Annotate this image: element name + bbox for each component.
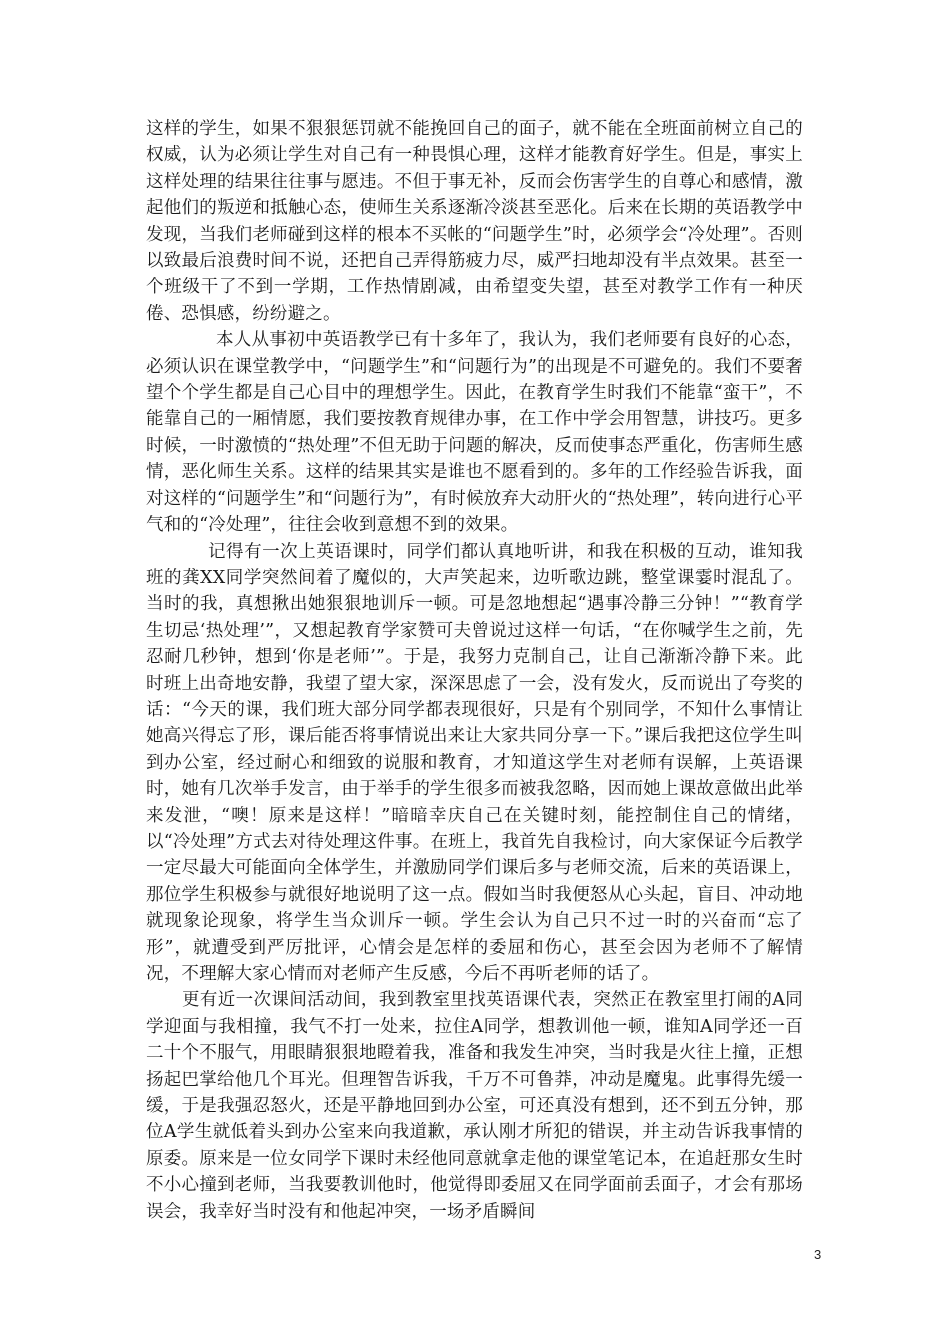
paragraph-3: 记得有一次上英语课时，同学们都认真地听讲，和我在积极的互动，谁知我班的龚XX同学突然间着了魔似的，大声笑起来，边听歌边跳，整堂课霎时混乱了。当时的我，真想揪出她狠狠地训斥一顿。可是忽地想起“遇事冷静三分钟！”“教育学生切忌‘热处理’”，又想起教育学家赞可夫曾说过这样一句话，“在你喊学生之前，先忍耐几秒钟，想到‘你是老师’”。于是，我努力克制自己，让自己渐渐冷静下来。此时班上出奇地安静，我望了望大家，深深思虑了一会，没有发火，反而说出了夸奖的话：“今天的课，我们班大部分同学都表现很好，只是有个别同学，不知什么事情让她高兴得忘了形，课后能否将事情说出来让大家共同分享一下。”课后我把这位学生叫到办公室，经过耐心和细致的说服和教育，才知道这学生对老师有误解，上英语课时，她有几次举手发言，由于举手的学生很多而被我忽略，因而她上课故意做出此举来发泄，“噢！原来是这样！”暗暗幸庆自己在关键时刻，能控制住自己的情绪，以“冷处理”方式去对待处理这件事。在班上，我首先自我检讨，向大家保证今后教学一定尽最大可能面向全体学生，并激励同学们课后多与老师交流，后来的英语课上，那位学生积极参与就很好地说明了这一点。假如当时我便怒从心头起，盲目、冲动地就现象论现象，将学生当众训斥一顿。学生会认为自己只不过一时的兴奋而“忘了形”，就遭受到严厉批评，心情会是怎样的委屈和伤心，甚至会因为老师不了解情况，不理解大家心情而对老师产生反感，今后不再听老师的话了。 <box>146 541 803 984</box>
paragraph-2: 本人从事初中英语教学已有十多年了，我认为，我们老师要有良好的心态，必须认识在课堂教学中，“问题学生”和“问题行为”的出现是不可避免的。我们不要奢望个个学生都是自己心目中的理想学生。因此，在教育学生时我们不能靠“蛮干”，不能靠自己的一厢情愿，我们要按教育规律办事，在工作中学会用智慧，讲技巧。更多时候，一时激愤的“热处理”不但无助于问题的解决，反而使事态严重化，伤害师生感情，恶化师生关系。这样的结果其实是谁也不愿看到的。多年的工作经验告诉我，面对这样的“问题学生”和“问题行为”，有时候放弃大动肝火的“热处理”，转向进行心平气和的“冷处理”，往往会收到意想不到的效果。 <box>146 330 803 536</box>
page-number: 3 <box>814 1247 822 1262</box>
paragraph-4: 更有近一次课间活动间，我到教室里找英语课代表，突然正在教室里打闹的A同学迎面与我相撞，我气不打一处来，拉住A同学，想教训他一顿，谁知A同学还一百二十个不服气，用眼睛狠狠地瞪着我，准备和我发生冲突，当时我是火往上撞，正想扬起巴掌给他几个耳光。但理智告诉我，千万不可鲁莽，冲动是魔鬼。此事得先缓一缓，于是我强忍怒火，还是平静地回到办公室，可还真没有想到，还不到五分钟，那位A学生就低着头到办公室来向我道歉，承认刚才所犯的错误，并主动告诉我事情的原委。原来是一位女同学下课时未经他同意就拿走他的课堂笔记本，在追赶那女生时不小心撞到老师，当我要教训他时，他觉得即委屈又在同学面前丢面子，才会有那场误会，我幸好当时没有和他起冲突，一场矛盾瞬间 <box>146 990 803 1222</box>
paragraph-1: 这样的学生，如果不狠狠惩罚就不能挽回自己的面子，就不能在全班面前树立自己的权威，认为必须让学生对自己有一种畏惧心理，这样才能教育好学生。但是，事实上这样处理的结果往往事与愿违。不但于事无补，反而会伤害学生的自尊心和感情，激起他们的叛逆和抵触心态，使师生关系逐渐冷淡甚至恶化。后来在长期的英语教学中发现，当我们老师碰到这样的根本不买帐的“问题学生”时，必须学会“冷处理”。否则以致最后浪费时间不说，还把自己弄得筋疲力尽，威严扫地却没有半点效果。甚至一个班级干了不到一学期，工作热情剧减，由希望变失望，甚至对教学工作有一种厌倦、恐惧感，纷纷避之。 <box>146 119 803 324</box>
document-body <box>146 116 803 1225</box>
